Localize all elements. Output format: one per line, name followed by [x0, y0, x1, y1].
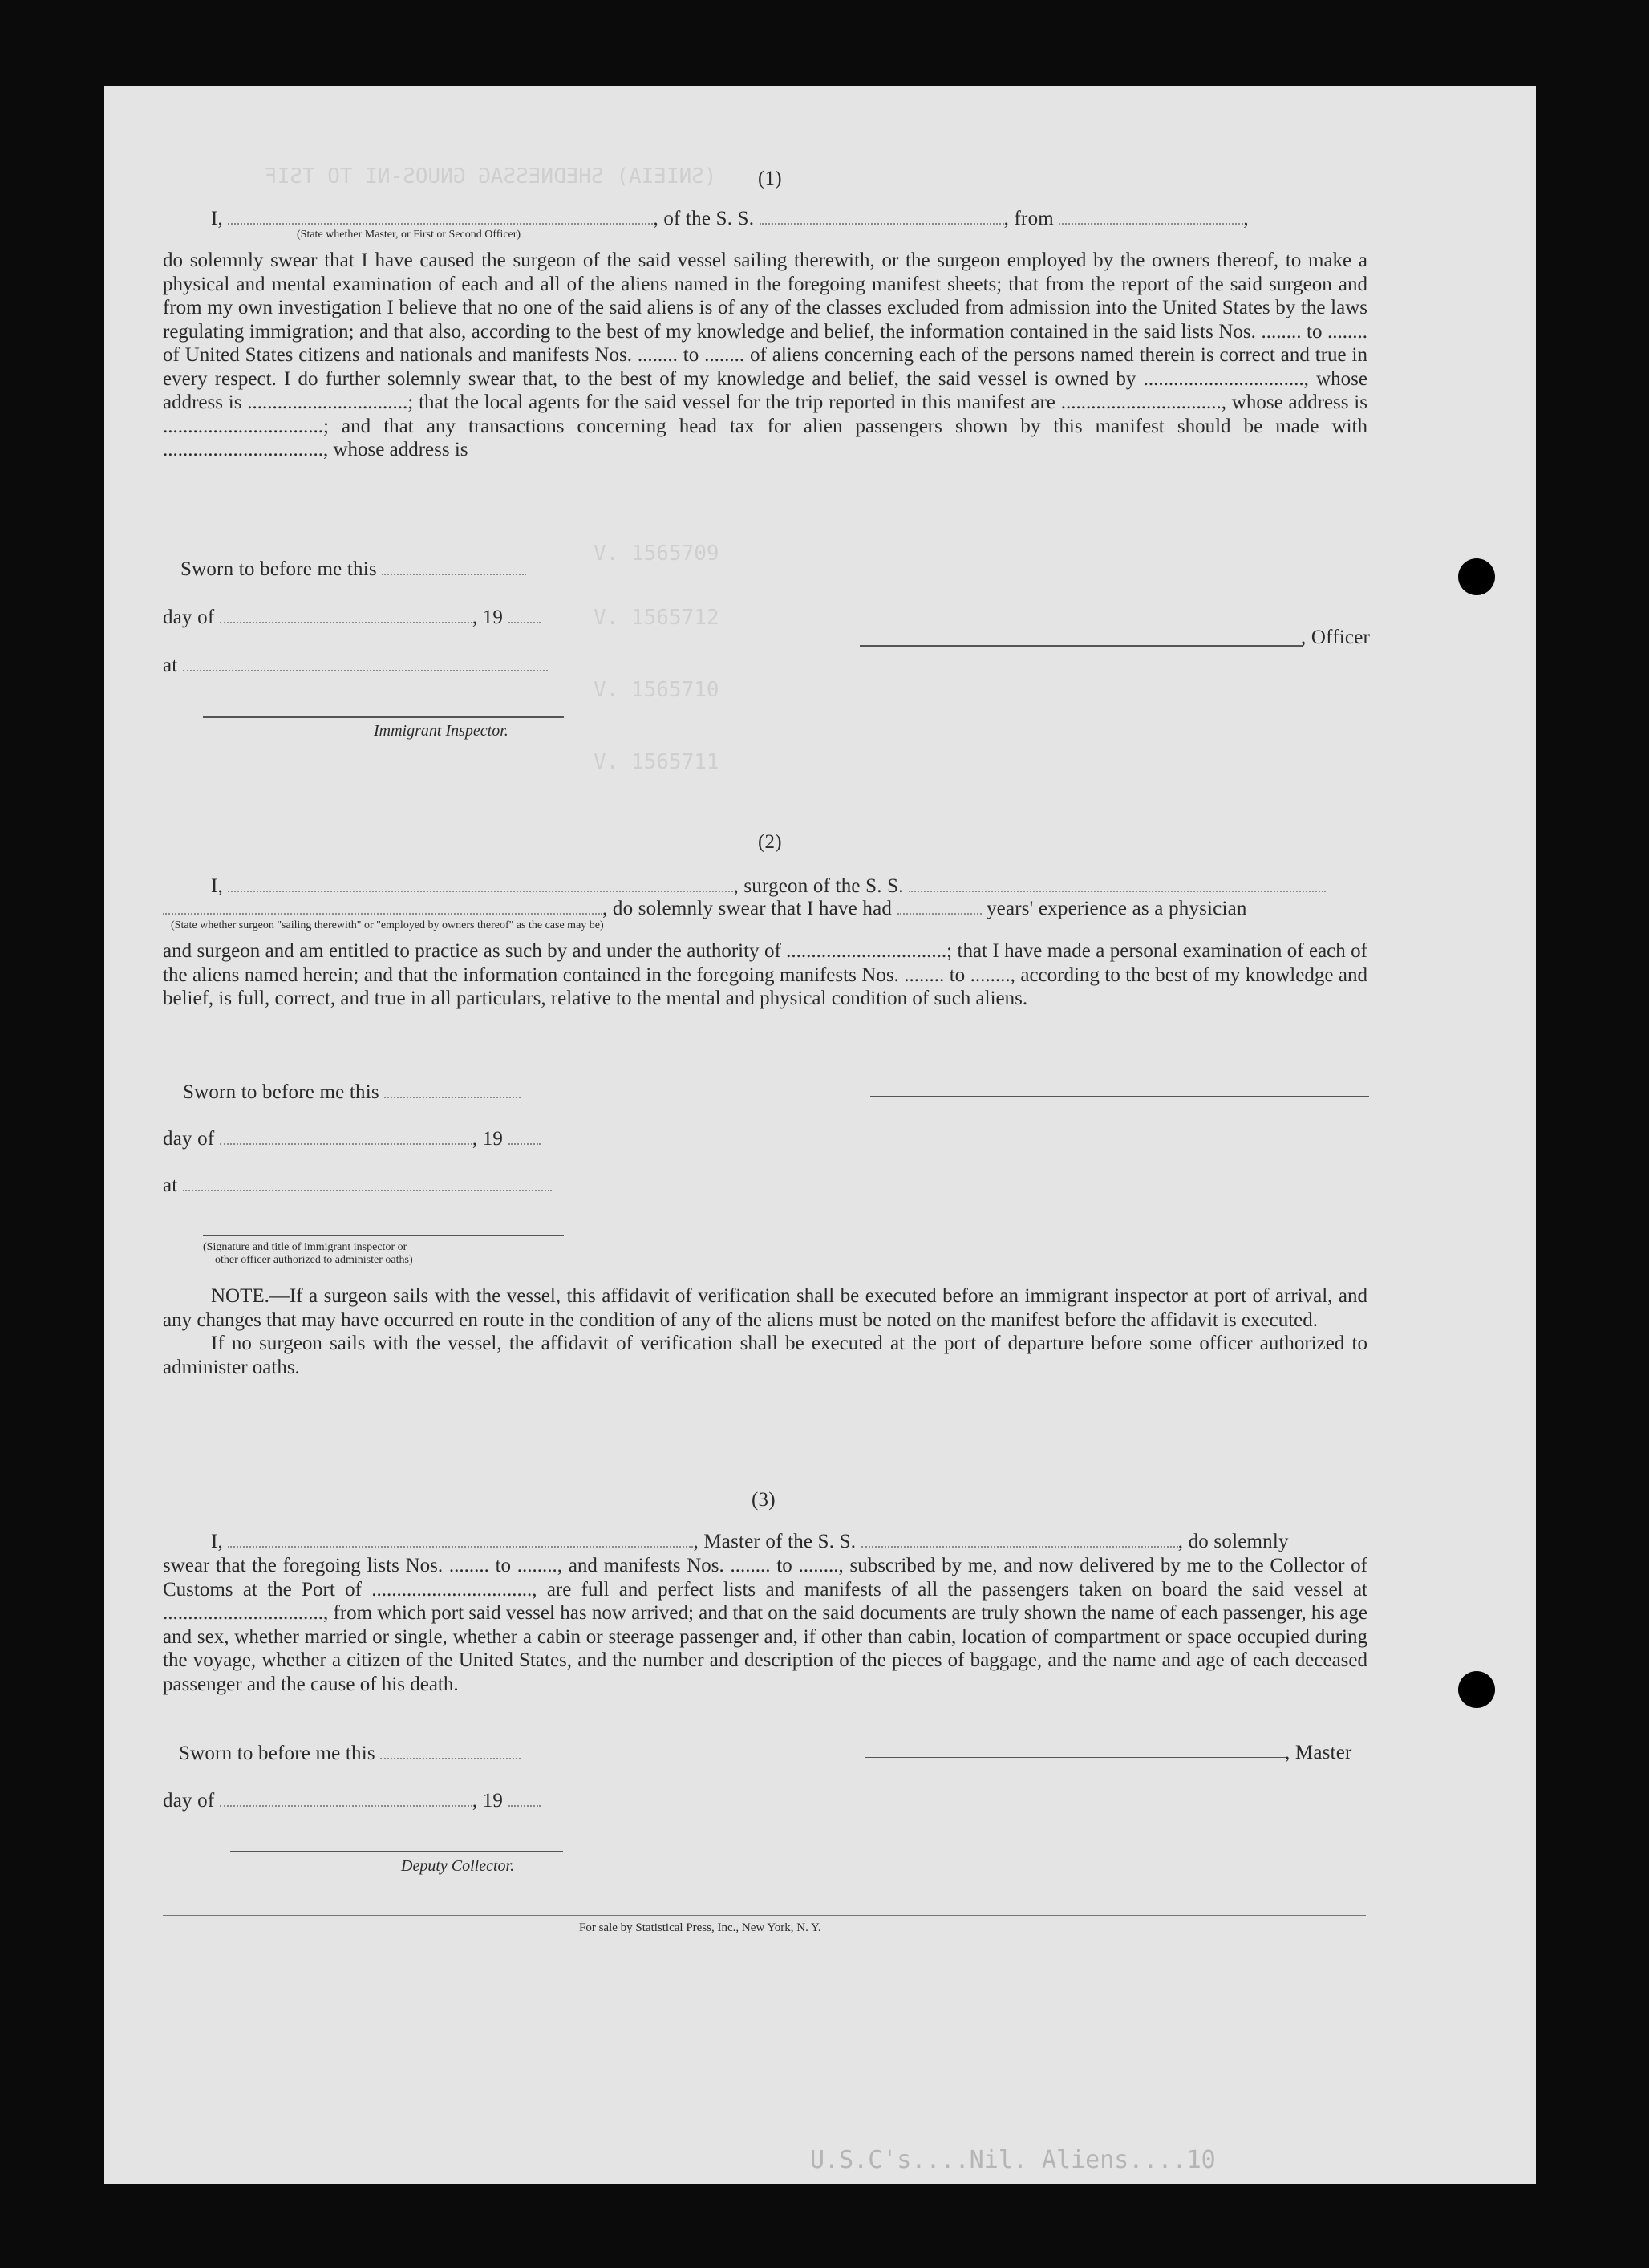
section-1-body — [163, 249, 1367, 462]
note-paragraph-1: NOTE.—If a surgeon sails with the vessel, this affidavit of verification shall be executed before an immigrant inspector at port of arrival, and any changes that may have occurred en route in the condition of any of the aliens must be noted on the manifest before the affidavit is executed. — [163, 1285, 1367, 1331]
day-of-line-3 — [163, 1789, 541, 1812]
section-2-number: (2) — [758, 831, 782, 853]
master-of-label: , Master of the S. S. — [693, 1531, 857, 1552]
surgeon-vessel-field[interactable] — [909, 874, 1326, 892]
section-1-number: (1) — [758, 168, 782, 189]
day-of-line-1 — [163, 606, 541, 629]
year-field[interactable] — [508, 606, 541, 623]
sworn-text: Sworn to before me this — [183, 1081, 379, 1103]
bleed-through: V. 1565711 — [594, 750, 719, 774]
deputy-signature-line — [230, 1851, 563, 1852]
bleed-through: (SNIEIA) SHEDNESSAG GNUOS-NI TO TSIF — [265, 164, 717, 189]
i-label: I, — [211, 1531, 223, 1552]
surgeon-note: (State whether surgeon "sailing therewith" or "employed by owners thereof" as the case may be) — [171, 919, 604, 931]
port-from-field[interactable] — [1059, 207, 1243, 225]
sworn-label-1 — [180, 558, 526, 581]
section-1-paragraph: do solemnly swear that I have caused the surgeon of the said vessel sailing therewith, or the surgeon employed by the owners thereof, to make a physical and mental examination of each and all of the aliens named in the foregoing manifest sheets; that from the report of the said surgeon and from my own investigation I believe that no one of the said aliens is of any of the classes excluded from admission into the United States by the laws regulating immigration; and that also, according to the best of my knowledge and belief, the information contained in the said lists Nos. ........ to ........ of United States citizens and nationals and manifests Nos. ........ to ........ of aliens concerning each of the persons named therein is correct and true in every respect. I do further solemnly swear that, to the best of my knowledge and belief, the said vessel is owned by ................................, whose address is ................................; that the local agents for the said vessel for the trip reported in this manifest are ................................, whose address is ................................; and that any transactions concerning head tax for alien passengers shown by this manifest should be made with ................................, whose address is — [163, 250, 1367, 460]
section-2-paragraph: and surgeon and am entitled to practice as such by and under the authority of ................................; that I have made a personal examination of each of the aliens named herein; and that the information contained in the foregoing manifests Nos. ........ to ........, according to the best of my knowledge and belief, is full, correct, and true in all particulars, relative to the mental and physical condition of such aliens. — [163, 940, 1367, 1009]
swear-label: , do solemnly swear that I have had — [602, 898, 893, 919]
officer-title-field[interactable] — [228, 207, 653, 225]
master-signature-line — [865, 1757, 1286, 1758]
punch-hole-bottom — [1458, 1671, 1495, 1708]
day-of-text: day of — [163, 1790, 215, 1812]
at-line-2 — [163, 1174, 552, 1197]
i-label: I, — [211, 875, 223, 897]
at-field[interactable] — [183, 654, 548, 671]
note-block — [163, 1284, 1367, 1379]
section-2-second-line — [163, 897, 1247, 920]
surgeon-name-field[interactable] — [228, 874, 733, 892]
section-2-body — [163, 939, 1367, 1011]
surgeon-signature-line — [870, 1096, 1369, 1097]
solemnly-label: , do solemnly — [1177, 1531, 1289, 1552]
surgeon-of-label: , surgeon of the S. S. — [733, 875, 904, 897]
year-text: , 19 — [472, 607, 504, 628]
sworn-date-field[interactable] — [384, 1081, 521, 1098]
year-text: , 19 — [472, 1790, 504, 1812]
section-2-first-line — [211, 874, 1326, 898]
sworn-text: Sworn to before me this — [179, 1743, 375, 1764]
day-field[interactable] — [220, 1127, 472, 1145]
at-line-1 — [163, 654, 548, 677]
master-vessel-field[interactable] — [861, 1530, 1178, 1548]
years-label: years' experience as a physician — [986, 898, 1247, 919]
oath-officer-signature-line — [203, 1235, 564, 1236]
sworn-date-field[interactable] — [380, 1742, 521, 1759]
bleed-through: V. 1565712 — [594, 606, 719, 630]
years-field[interactable] — [897, 897, 982, 915]
day-field[interactable] — [220, 1789, 472, 1807]
footer-rule — [163, 1915, 1366, 1916]
immigrant-inspector-label: Immigrant Inspector. — [374, 722, 508, 740]
officer-signature-line — [860, 645, 1303, 647]
day-field[interactable] — [220, 606, 472, 623]
year-field[interactable] — [508, 1789, 541, 1807]
printer-credit: For sale by Statistical Press, Inc., New York, N. Y. — [579, 1921, 821, 1934]
signature-note-2: other officer authorized to administer oaths) — [215, 1254, 413, 1266]
master-name-field[interactable] — [228, 1530, 693, 1548]
master-label: , Master — [1285, 1742, 1352, 1763]
sworn-label-3 — [179, 1742, 521, 1765]
section-3-paragraph: swear that the foregoing lists Nos. ........ to ........, and manifests Nos. ........ to ........, subscribed by me, and now delivered by me to the Collector of Customs at the Port of ................................, are full and perfect lists and manifests of all the passengers taken on board the said vessel at ................................, from which port said vessel has now arrived; and that on the said documents are truly shown the name of each passenger, his age and sex, whether married or single, whether a cabin or steerage passenger and, if other than cabin, location of compartment or space occupied during the voyage, whether a citizen of the United States, and the number and description of the pieces of baggage, and the name and age of each deceased passenger and the cause of his death. — [163, 1555, 1367, 1695]
day-of-text: day of — [163, 607, 215, 628]
day-of-line-2 — [163, 1127, 541, 1150]
at-field[interactable] — [183, 1174, 552, 1191]
section-1-first-line: I, , of the S. S. , from , — [211, 208, 1249, 229]
at-text: at — [163, 1175, 178, 1196]
punch-hole-top — [1458, 558, 1495, 595]
officer-label: , Officer — [1301, 627, 1371, 648]
signature-note-1: (Signature and title of immigrant inspector or — [203, 1241, 407, 1253]
deputy-collector-label: Deputy Collector. — [401, 1857, 515, 1875]
section-3-body — [163, 1554, 1367, 1696]
year-field[interactable] — [508, 1127, 541, 1145]
inspector-signature-line — [203, 716, 564, 718]
at-text: at — [163, 655, 178, 676]
from-label: , from — [1003, 208, 1054, 229]
vessel-name-field[interactable] — [760, 207, 1004, 225]
i-label: I, — [211, 208, 223, 229]
note-paragraph-2: If no surgeon sails with the vessel, the affidavit of verification shall be executed at the port of departure before some officer authorized to administer oaths. — [163, 1333, 1367, 1378]
year-text: , 19 — [472, 1128, 504, 1150]
section-3-first-line — [211, 1530, 1289, 1553]
surgeon-type-field[interactable] — [163, 897, 602, 915]
sworn-text: Sworn to before me this — [180, 558, 377, 580]
sworn-label-2 — [183, 1081, 521, 1104]
of-ss-label: , of the S. S. — [653, 208, 755, 229]
officer-note: (State whether Master, or First or Second Officer) — [297, 229, 521, 241]
bleed-through: V. 1565709 — [594, 542, 719, 566]
bleed-through: V. 1565710 — [594, 678, 719, 702]
section-3-number: (3) — [752, 1489, 776, 1511]
bleed-through: U.S.C's....Nil. Aliens....10 — [810, 2146, 1216, 2174]
sworn-date-field[interactable] — [382, 558, 526, 575]
day-of-text: day of — [163, 1128, 215, 1150]
